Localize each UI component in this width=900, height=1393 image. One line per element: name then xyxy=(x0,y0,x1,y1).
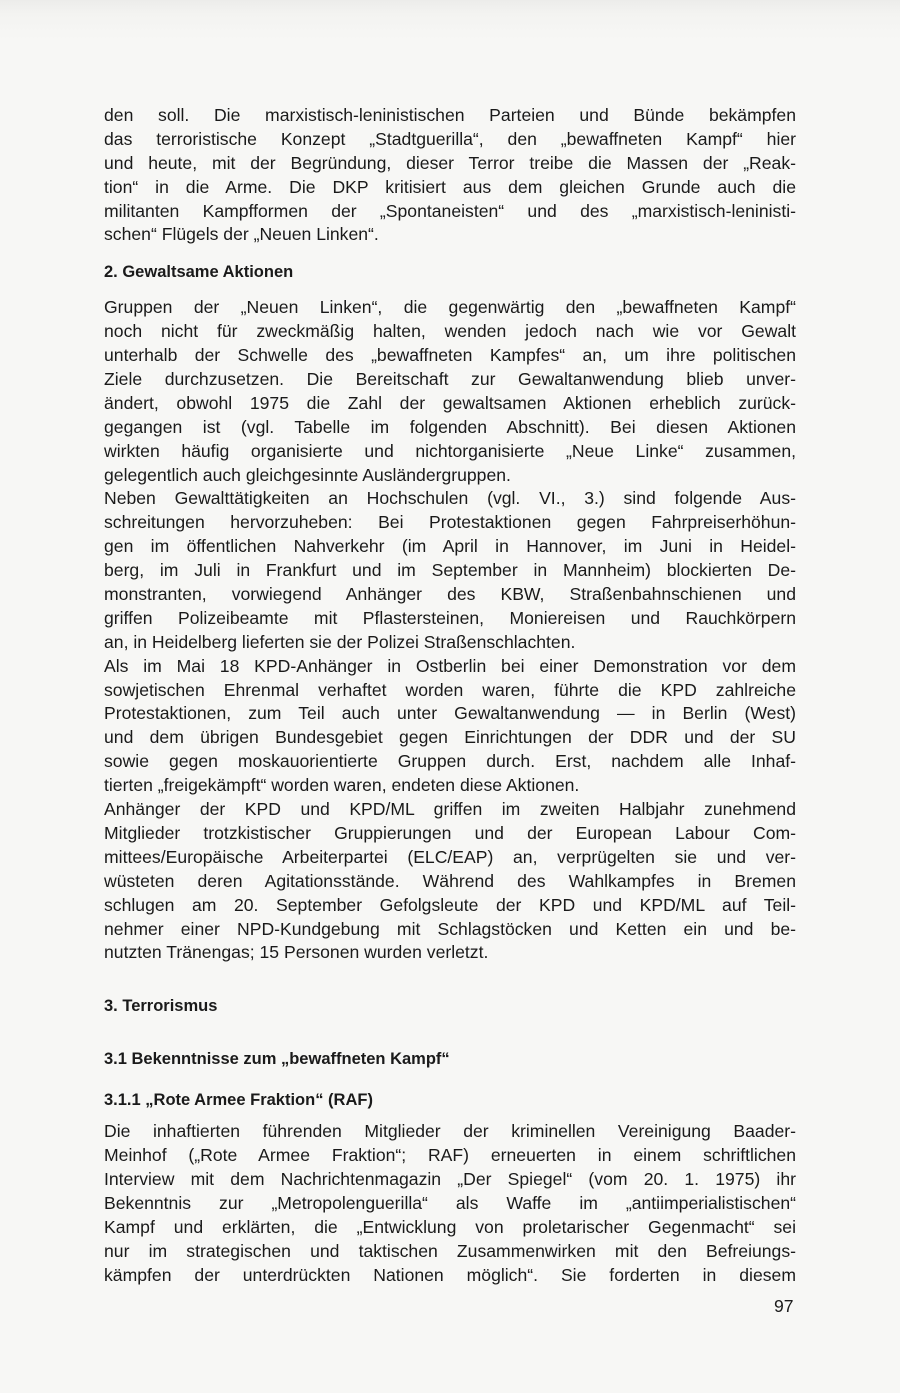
text-line: berg, im Juli in Frankfurt und im September in Mannheim) blockierten De- xyxy=(104,560,796,581)
paragraph-6 xyxy=(104,1120,796,1287)
text-line: Gruppen der „Neuen Linken“, die gegenwärtig den „bewaffneten Kampf“ xyxy=(104,297,796,318)
text-line: nutzten Tränengas; 15 Personen wurden verletzt. xyxy=(104,942,489,963)
text-line: Die inhaftierten führenden Mitglieder der kriminellen Vereinigung Baader- xyxy=(104,1121,796,1142)
page-number: 97 xyxy=(774,1296,794,1316)
text-line: das terroristische Konzept „Stadtguerilla“, den „bewaffneten Kampf“ hier xyxy=(104,128,796,149)
text-line: gegangen ist (vgl. Tabelle im folgenden Abschnitt). Bei diesen Aktionen xyxy=(104,416,796,437)
text-line: Interview mit dem Nachrichtenmagazin „Der Spiegel“ (vom 20. 1. 1975) ihr xyxy=(104,1169,796,1190)
section-heading-2: 2. Gewaltsame Aktionen xyxy=(104,263,294,282)
text-line: unterhalb der Schwelle des „bewaffneten Kampfes“ an, um ihre politischen xyxy=(104,345,796,366)
text-line: Anhänger der KPD und KPD/ML griffen im zweiten Halbjahr zunehmend xyxy=(104,799,796,820)
section-heading-3: 3. Terrorismus xyxy=(104,997,218,1016)
text-line: und heute, mit der Begründung, dieser Terror treibe die Massen der „Reak- xyxy=(104,152,796,173)
text-line: Protestaktionen, zum Teil auch unter Gewaltanwendung — in Berlin (West) xyxy=(104,703,796,724)
text-line: Mitglieder trotzkistischer Gruppierungen und der European Labour Com- xyxy=(104,822,796,843)
paragraph-1 xyxy=(104,104,796,247)
paragraph-2 xyxy=(104,296,796,487)
text-line: gen im öffentlichen Nahverkehr (im April in Hannover, im Juni in Heidel- xyxy=(104,536,796,557)
paragraph-3 xyxy=(104,487,796,654)
text-line: gelegentlich auch gleichgesinnte Ausländergruppen. xyxy=(104,464,511,485)
text-line: Neben Gewalttätigkeiten an Hochschulen (vgl. VI., 3.) sind folgende Aus- xyxy=(104,488,796,509)
text-line: an, in Heidelberg lieferten sie der Polizei Straßenschlachten. xyxy=(104,631,576,652)
text-line: Kampf und erklärten, die „Entwicklung von proletarischer Gegenmacht“ sei xyxy=(104,1216,796,1237)
paragraph-5 xyxy=(104,798,796,965)
text-column xyxy=(104,104,796,1288)
text-line: wüsteten deren Agitationsstände. Während des Wahlkampfes in Bremen xyxy=(104,870,796,891)
text-line: ändert, obwohl 1975 die Zahl der gewaltsamen Aktionen erheblich zurück- xyxy=(104,392,796,413)
text-line: schen“ Flügels der „Neuen Linken“. xyxy=(104,224,379,245)
subsection-heading-3-1: 3.1 Bekenntnisse zum „bewaffneten Kampf“ xyxy=(104,1050,450,1069)
text-line: Ziele durchzusetzen. Die Bereitschaft zur Gewaltanwendung blieb unver- xyxy=(104,369,796,390)
text-line: sowjetischen Ehrenmal verhaftet worden waren, führte die KPD zahlreiche xyxy=(104,679,796,700)
text-line: wirkten häufig organisierte und nichtorganisierte „Neue Linke“ zusammen, xyxy=(104,440,796,461)
text-line: schlugen am 20. September Gefolgsleute der KPD und KPD/ML auf Teil- xyxy=(104,894,796,915)
text-line: schreitungen hervorzuheben: Bei Protestaktionen gegen Fahrpreiserhöhun- xyxy=(104,512,796,533)
text-line: tierten „freigekämpft“ worden waren, endeten diese Aktionen. xyxy=(104,775,580,796)
text-line: den soll. Die marxistisch-leninistischen Parteien und Bünde bekämpfen xyxy=(104,105,796,125)
text-line: nehmer einer NPD-Kundgebung mit Schlagstöcken und Ketten ein und be- xyxy=(104,918,796,939)
text-line: nur im strategischen und taktischen Zusammenwirken mit den Befreiungs- xyxy=(104,1240,796,1261)
text-line: tion“ in die Arme. Die DKP kritisiert aus dem gleichen Grunde auch die xyxy=(104,176,796,197)
paragraph-4 xyxy=(104,655,796,798)
text-line: griffen Polizeibeamte mit Pflastersteinen, Moniereisen und Rauchkörpern xyxy=(104,607,796,628)
text-line: militanten Kampfformen der „Spontaneisten“ und des „marxistisch-leninisti- xyxy=(104,200,796,221)
text-line: und dem übrigen Bundesgebiet gegen Einrichtungen der DDR und der SU xyxy=(104,727,796,748)
subsection-heading-3-1-1: 3.1.1 „Rote Armee Fraktion“ (RAF) xyxy=(104,1091,373,1110)
text-line: noch nicht für zweckmäßig halten, wenden jedoch nach wie vor Gewalt xyxy=(104,321,796,342)
text-line: monstranten, vorwiegend Anhänger des KBW, Straßenbahnschienen und xyxy=(104,584,796,605)
text-line: mittees/Europäische Arbeiterpartei (ELC/EAP) an, verprügelten sie und ver- xyxy=(104,846,796,867)
text-line: kämpfen der unterdrückten Nationen möglich“. Sie forderten in diesem xyxy=(104,1264,796,1285)
text-line: Bekenntnis zur „Metropolenguerilla“ als Waffe im „antiimperialistischen“ xyxy=(104,1192,796,1213)
text-line: sowie gegen moskauorientierte Gruppen durch. Erst, nachdem alle Inhaf- xyxy=(104,751,796,772)
text-line: Meinhof („Rote Armee Fraktion“; RAF) erneuerten in einem schriftlichen xyxy=(104,1145,796,1166)
text-line: Als im Mai 18 KPD-Anhänger in Ostberlin bei einer Demonstration vor dem xyxy=(104,655,796,676)
